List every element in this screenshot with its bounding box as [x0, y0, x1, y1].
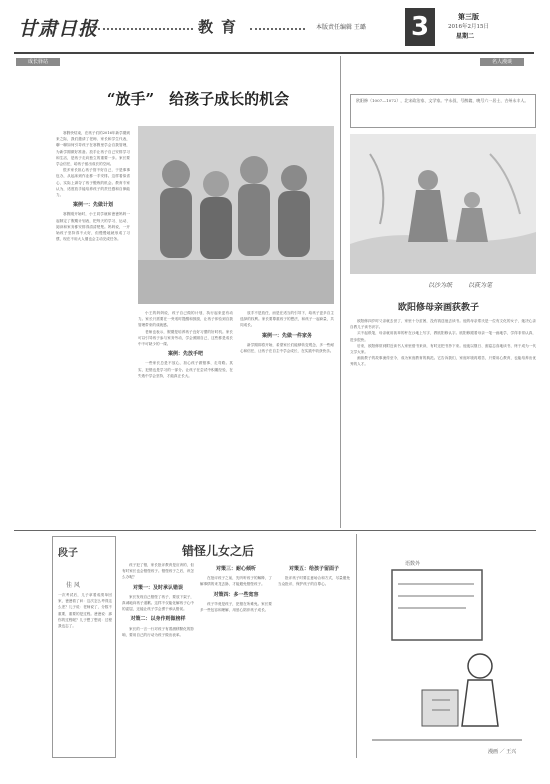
jokes-text: 一次考试后，儿子拿着成绩单回家，爸爸看了问：这次怎么考得这么差？儿子说：老师说了，分数不重要，重要的是过程。爸爸说：那你的过程呢？儿子想了想说：过程我也忘了。	[58, 593, 112, 629]
section-tag-left: 成长驿站	[16, 58, 60, 66]
feature-title: 欧阳修母亲画荻教子	[398, 303, 480, 313]
bottom-article-col2	[200, 562, 272, 758]
subheading: 对策三：耐心倾听	[215, 566, 256, 572]
subheading: 对策二：以身作则做榜样	[130, 616, 186, 623]
date-label: 2016年2月15日	[448, 24, 489, 30]
paragraph: 家长发现自己错怪了孩子，要放下架子，真诚地向孩子道歉。这样不仅能化解孩子心中的委屈，还能让孩子学会勇于承认错误。	[122, 594, 194, 612]
edition-label: 第三版	[458, 12, 479, 21]
paragraph: 欧阳修四岁时父亲就去世了，家里十分贫困，没有钱送他去读书。他的母亲郑氏是一位有文化的女子，她决心亲自教儿子读书识字。	[350, 319, 536, 330]
paragraph: 后来，欧阳修常到附近读书人家里借书来读，有时还把书抄下来。他夜以继日、废寝忘食地读书，终于成为一代文学大家。	[350, 343, 536, 355]
masthead	[0, 0, 550, 52]
cartoon-label: 语数外	[405, 561, 421, 567]
paragraph: 寒假快结束，在孩子们的2016年新学期到来之际，我们邀请了老师、家长和学生代表，聊一聊如何引导孩子在寒假里学会自我管理，为新学期做好准备。放手让孩子自己安排学习和生活，是孩子走向独立的重要一步。家长要学会信任，给孩子留出成长的空间。	[56, 131, 130, 167]
jokes-author: 佳 风	[66, 582, 80, 589]
main-article-col2	[138, 310, 233, 525]
bottom-article-col1	[122, 562, 194, 758]
subheading: 对策一：及时承认错误	[132, 584, 183, 591]
feature-body	[350, 318, 536, 526]
column-divider	[356, 534, 357, 758]
calligraphy-left: 以沙为纸	[428, 282, 453, 289]
section-title: 教育	[198, 18, 245, 36]
paragraph: 在批评孩子之前，先听听孩子的解释，了解事情的来龙去脉，才能避免错怪孩子。	[200, 576, 272, 587]
column-divider	[340, 56, 341, 528]
paragraph: 放手不是放任，而是在适当的引导下，给孩子更多自主选择的权利。家长要尊重孩子的想法，和孩子一起商量，共同成长。	[240, 311, 334, 328]
bottom-article-title: 错怪儿女之后	[182, 544, 255, 558]
subheading: 案例一：先做一件家务	[261, 332, 312, 339]
subheading: 对策四：多一些宽容	[213, 591, 259, 598]
paragraph: 新学期即将开始，希望家长们能够转变观念，多一些耐心和信任，让孩子在自主中学会成长，在实践中收获快乐。	[240, 342, 334, 354]
cartoon-illustration	[362, 540, 532, 748]
paragraph: 家长的一言一行对孩子有着潜移默化的影响，要用自己的行动为孩子做出表率。	[122, 626, 194, 637]
paragraph: 孩子毕竟是孩子，犯错在所难免。家长要多一些包容和理解，用爱心陪伴孩子成长。	[200, 601, 272, 613]
subheading: 对策五：给孩子留面子	[288, 566, 339, 572]
feature-caption-box	[350, 94, 536, 128]
page-number-badge: 3	[405, 8, 435, 46]
paragraph: 孩子犯了错，家长批评教育是应该的，但有时家长也会错怪孩子。错怪孩子之后，该怎么办呢？	[122, 563, 194, 580]
paragraph: 批评孩子时要注意场合和方式，尽量避免当众批评，保护孩子的自尊心。	[278, 576, 350, 587]
masthead-rule	[14, 52, 534, 54]
paragraph: 画荻教子的故事流传至今，成为家庭教育的典范。它告诉我们，家庭环境再艰苦，只要用心教育，也能培养出优秀的人才。	[350, 356, 536, 367]
paragraph: 小王的妈妈说，孩子自己做的计划，执行起来更有动力。家长只需要在一旁适时提醒和鼓励，让孩子体验到自我管理带来的成就感。	[138, 311, 233, 328]
cartoon-caption: 漫画 ／ 王兴	[488, 749, 517, 755]
bottom-article-col3	[278, 562, 350, 758]
weekday-label: 星期二	[456, 33, 475, 40]
photo-children	[138, 126, 334, 304]
paragraph: 老师也表示，假期是培养孩子良好习惯的好时机。家长可以引导孩子参与家务劳动，学会照顾自己，这些都是成长中不可缺少的一课。	[138, 329, 233, 347]
section-rule-left	[98, 28, 193, 30]
section-rule	[14, 530, 536, 531]
illustration-mother-son	[350, 134, 536, 274]
subheading: 案例：先放手吧	[167, 351, 203, 358]
paragraph: 一些家长总是不放心，担心孩子做错事、走弯路。其实，犯错也是学习的一部分。让孩子在尝试中积累经验，在失败中学会坚持，才能真正长大。	[138, 361, 233, 378]
feature-caption: 欧阳修（1007—1072），北宋政治家、文学家。字永叔，号醉翁，晚号六一居士，吉州永丰人。	[356, 98, 529, 103]
subheading: 案例一：先做计划	[72, 202, 113, 209]
editor-info: 本版责任编辑 王璐	[316, 24, 366, 31]
main-article-col1	[56, 130, 130, 525]
calligraphy-right: 以荻为笔	[468, 282, 493, 289]
paragraph: 很多家长担心孩子管不好自己，于是事事包办，从起床到作业都一手安排。这样看似省心，实际上剥夺了孩子锻炼的机会。教育专家认为，适度放手能培养孩子的责任感和自律能力。	[56, 168, 130, 198]
main-article-col3	[240, 310, 334, 525]
paragraph: 买不起纸笔，母亲就用荻草的秆在沙地上写字，教欧阳修认字。欧阳修跟着母亲一笔一画地学，学得非常认真，进步很快。	[350, 331, 536, 342]
main-article-title: “放手” 给孩子成长的机会	[106, 90, 290, 108]
newspaper-logo: 甘肃日报	[18, 18, 99, 40]
jokes-title: 段子	[58, 548, 78, 559]
section-rule-right	[250, 28, 305, 30]
section-tag-right: 名人漫谈	[480, 58, 524, 66]
paragraph: 寒假刚开始时，小王同学就和爸爸妈妈一起制定了假期计划表，把每天的学习、运动、阅读和家务都安排得清清楚楚。妈妈说，一开始孩子坚持得不太好，但慢慢地就形成了习惯，现在不用大人催也会主动完成任务。	[56, 212, 130, 242]
